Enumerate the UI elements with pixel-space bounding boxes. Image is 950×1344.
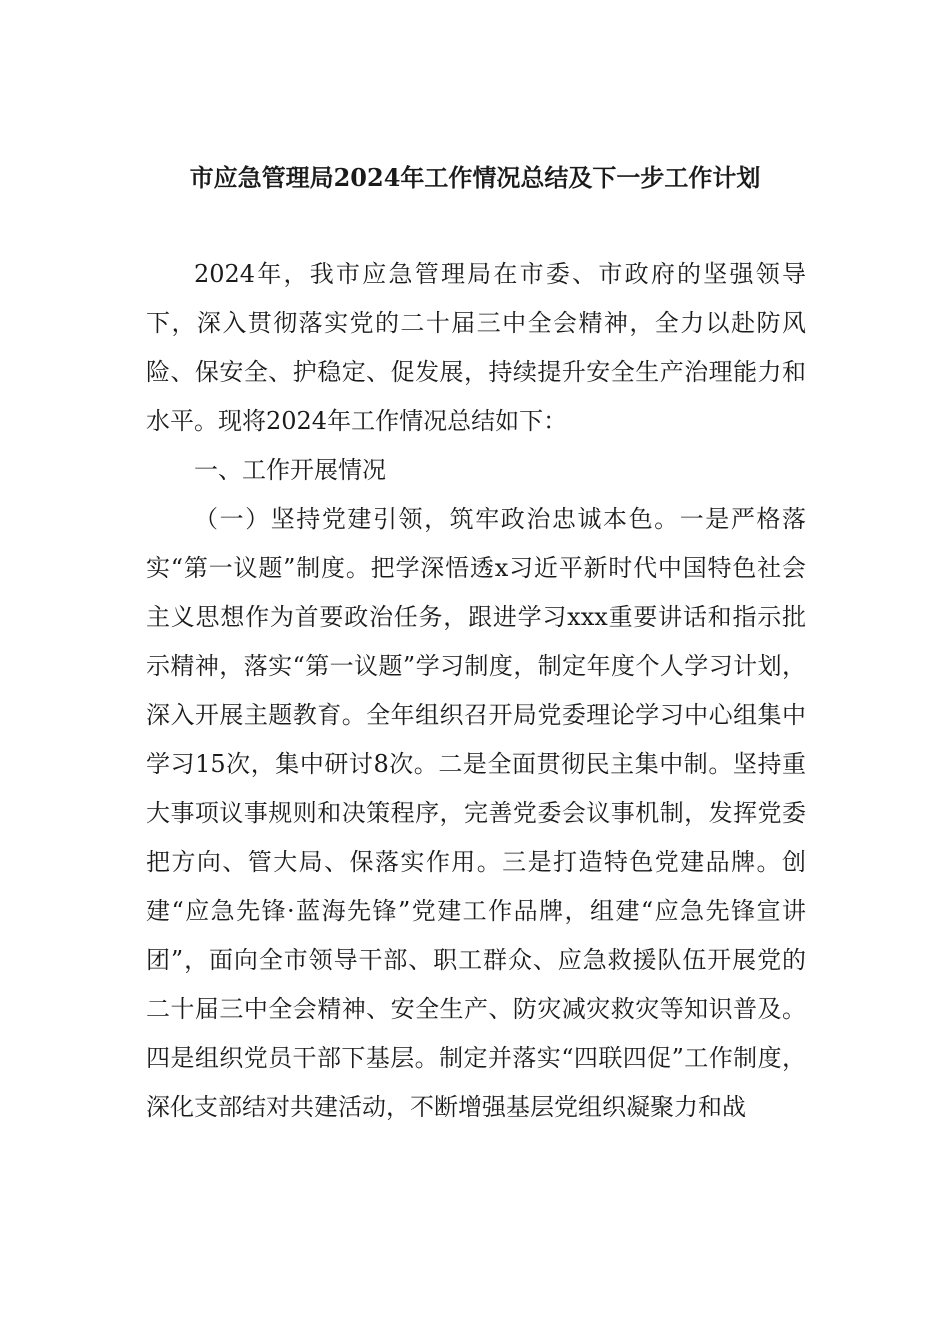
document-body (146, 250, 806, 1132)
body-paragraph: （一）坚持党建引领，筑牢政治忠诚本色。一是严格落实“第一议题”制度。把学深悟透x习近平新时代中国特色社会主义思想作为首要政治任务，跟进学习xxx重要讲话和指示批示精神，落实“第一议题”学习制度，制定年度个人学习计划，深入开展主题教育。全年组织召开局党委理论学习中心组集中学习15次，集中研讨8次。二是全面贯彻民主集中制。坚持重大事项议事规则和决策程序，完善党委会议事机制，发挥党委把方向、管大局、保落实作用。三是打造特色党建品牌。创建“应急先锋·蓝海先锋”党建工作品牌，组建“应急先锋宣讲团”，面向全市领导干部、职工群众、应急救援队伍开展党的二十届三中全会精神、安全生产、防灾减灾救灾等知识普及。四是组织党员干部下基层。制定并落实“四联四促”工作制度，深化支部结对共建活动，不断增强基层党组织凝聚力和战 (146, 505, 806, 1121)
document-title: 市应急管理局2024年工作情况总结及下一步工作计划 (189, 163, 761, 192)
section-heading: 一、工作开展情况 (194, 456, 386, 484)
intro-paragraph: 2024年，我市应急管理局在市委、市政府的坚强领导下，深入贯彻落实党的二十届三中全会精神，全力以赴防风险、保安全、护稳定、促发展，持续提升安全生产治理能力和水平。现将2024年工作情况总结如下： (146, 260, 806, 435)
